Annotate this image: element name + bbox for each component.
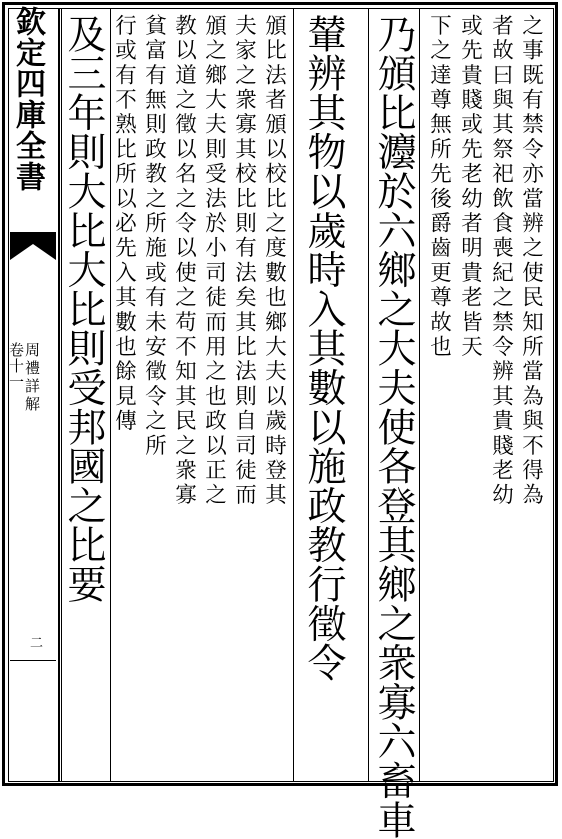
commentary-column: 行或有不熟比所以必先入其數也餘見傳: [111, 14, 137, 434]
juan-number: 卷十一: [7, 342, 25, 390]
main-text-column: 及三年則大比大比則受邦國之比要: [61, 14, 106, 604]
column-rule: [58, 8, 60, 782]
band-divider: [10, 660, 56, 661]
book-title: 周禮詳解: [23, 342, 41, 414]
commentary-column: 或先貴賤或先老幼者明貴老皆天: [457, 14, 483, 360]
page-number: 二: [30, 636, 44, 651]
commentary-column: 之事既有禁令亦當辨之使民知所當為與不得為: [518, 14, 544, 508]
collection-title: 欽定四庫全書: [10, 6, 45, 192]
fishtail-mark-icon: [10, 232, 56, 260]
commentary-column: 頒之鄉大夫則受法於小司徒而用之也政以正之: [201, 14, 227, 508]
column-rule: [110, 8, 111, 782]
column-rule: [293, 8, 294, 782]
commentary-column: 者故曰與其祭祀飲食喪紀之禁令辨其貴賤老幼: [488, 14, 514, 508]
commentary-column: 下之達尊無所先後爵齒更尊故也: [426, 14, 452, 360]
commentary-column: 貧富有無則政教之所施或有未安徵令之所: [141, 14, 167, 459]
main-text-column: 乃頒比灋於六鄉之大夫使各登其鄉之衆寡六畜車: [371, 14, 416, 839]
column-rule: [368, 8, 369, 782]
commentary-column: 教以道之徵以名之令以使之苟不知其民之衆寡: [171, 14, 197, 508]
commentary-column: 頒比法者頒以校比之度數也鄉大夫以歲時登其: [261, 14, 287, 508]
main-text-column: 輦辨其物以歲時入其數以施政教行徵令: [301, 14, 346, 683]
column-rule: [419, 8, 420, 782]
commentary-column: 夫家之衆寡其校比則有法矣其比法則自司徒而: [231, 14, 257, 508]
